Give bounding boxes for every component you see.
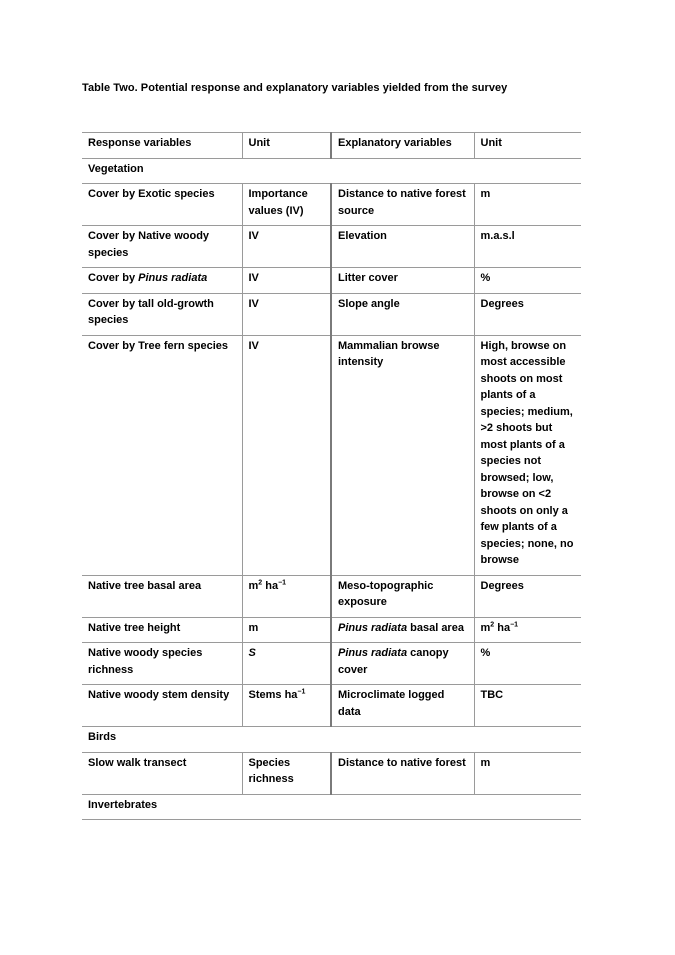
unit-cell: Importance values (IV) — [242, 184, 331, 226]
table-row — [82, 685, 581, 727]
unit-cell: S — [242, 643, 331, 685]
unit-cell: IV — [242, 226, 331, 268]
species-name-italic: Pinus radiata — [338, 647, 408, 659]
table-row — [82, 268, 581, 294]
section-vegetation: Vegetation — [82, 158, 581, 184]
unit-cell: IV — [242, 268, 331, 294]
unit-cell: Species richness — [242, 752, 331, 794]
response-cell: Native woody stem density — [82, 685, 242, 727]
section-birds: Birds — [82, 727, 581, 753]
response-cell: Cover by Tree fern species — [82, 335, 242, 575]
unit-cell: Degrees — [474, 575, 581, 617]
unit-cell: m — [474, 184, 581, 226]
unit-superscript: −1 — [297, 688, 306, 696]
response-cell — [82, 268, 242, 294]
unit-cell — [474, 617, 581, 643]
explanatory-cell: Elevation — [331, 226, 474, 268]
explanatory-suffix: canopy cover — [338, 647, 449, 676]
unit-base: m — [480, 621, 491, 634]
explanatory-cell: Slope angle — [331, 293, 474, 335]
header-unit: Unit — [474, 133, 581, 159]
table-row — [82, 335, 581, 575]
unit-cell: m — [242, 617, 331, 643]
table-row — [82, 752, 581, 794]
section-invertebrates: Invertebrates — [82, 794, 581, 820]
unit-cell: IV — [242, 335, 331, 575]
explanatory-cell: Mammalian browse intensity — [331, 335, 474, 575]
unit-superscript: 2 — [258, 578, 263, 586]
unit-mid: ha — [262, 579, 279, 592]
explanatory-suffix: basal area — [407, 621, 464, 634]
table-row — [82, 226, 581, 268]
unit-cell: m.a.s.l — [474, 226, 581, 268]
table-header-row — [82, 133, 581, 159]
section-row — [82, 158, 581, 184]
explanatory-cell — [331, 643, 474, 685]
unit-cell: % — [474, 643, 581, 685]
response-cell: Native tree basal area — [82, 575, 242, 617]
response-cell: Slow walk transect — [82, 752, 242, 794]
unit-cell: m — [474, 752, 581, 794]
species-name-italic: Pinus radiata — [338, 621, 408, 634]
response-prefix: Cover by — [88, 272, 139, 284]
table-row — [82, 643, 581, 685]
response-cell: Native woody species richness — [82, 643, 242, 685]
table-row — [82, 575, 581, 617]
table-row — [82, 617, 581, 643]
unit-cell — [242, 685, 331, 727]
table-row — [82, 293, 581, 335]
response-cell: Native tree height — [82, 617, 242, 643]
unit-cell: Degrees — [474, 293, 581, 335]
explanatory-cell: Distance to native forest source — [331, 184, 474, 226]
unit-superscript: −1 — [510, 620, 519, 628]
unit-cell: IV — [242, 293, 331, 335]
header-response-variables: Response variables — [82, 133, 242, 159]
explanatory-cell: Distance to native forest — [331, 752, 474, 794]
table-caption: Table Two. Potential response and explanatory variables yielded from the survey — [82, 82, 508, 94]
response-cell: Cover by Exotic species — [82, 184, 242, 226]
explanatory-cell — [331, 617, 474, 643]
response-cell: Cover by tall old-growth species — [82, 293, 242, 335]
section-row — [82, 727, 581, 753]
response-cell: Cover by Native woody species — [82, 226, 242, 268]
unit-base: m — [248, 579, 259, 592]
table-row — [82, 184, 581, 226]
header-explanatory-variables: Explanatory variables — [331, 133, 474, 159]
unit-cell — [242, 575, 331, 617]
browse-scale-cell: High, browse on most accessible shoots on most plants of a species; medium, >2 shoots but most plants of a species not browsed; low, browse on <2 shoots on only a few plants of a species; none, no browse — [474, 335, 581, 575]
explanatory-cell: Litter cover — [331, 268, 474, 294]
unit-cell: TBC — [474, 685, 581, 727]
unit-superscript: 2 — [490, 620, 495, 628]
species-name-italic: Pinus radiata — [138, 272, 208, 284]
unit-mid: ha — [494, 621, 511, 634]
explanatory-cell: Meso-topographic exposure — [331, 575, 474, 617]
section-row — [82, 794, 581, 820]
explanatory-cell: Microclimate logged data — [331, 685, 474, 727]
unit-superscript: −1 — [278, 578, 287, 586]
header-unit: Unit — [242, 133, 331, 159]
unit-cell: % — [474, 268, 581, 294]
variables-table — [82, 132, 581, 820]
unit-base: Stems ha — [248, 689, 298, 701]
